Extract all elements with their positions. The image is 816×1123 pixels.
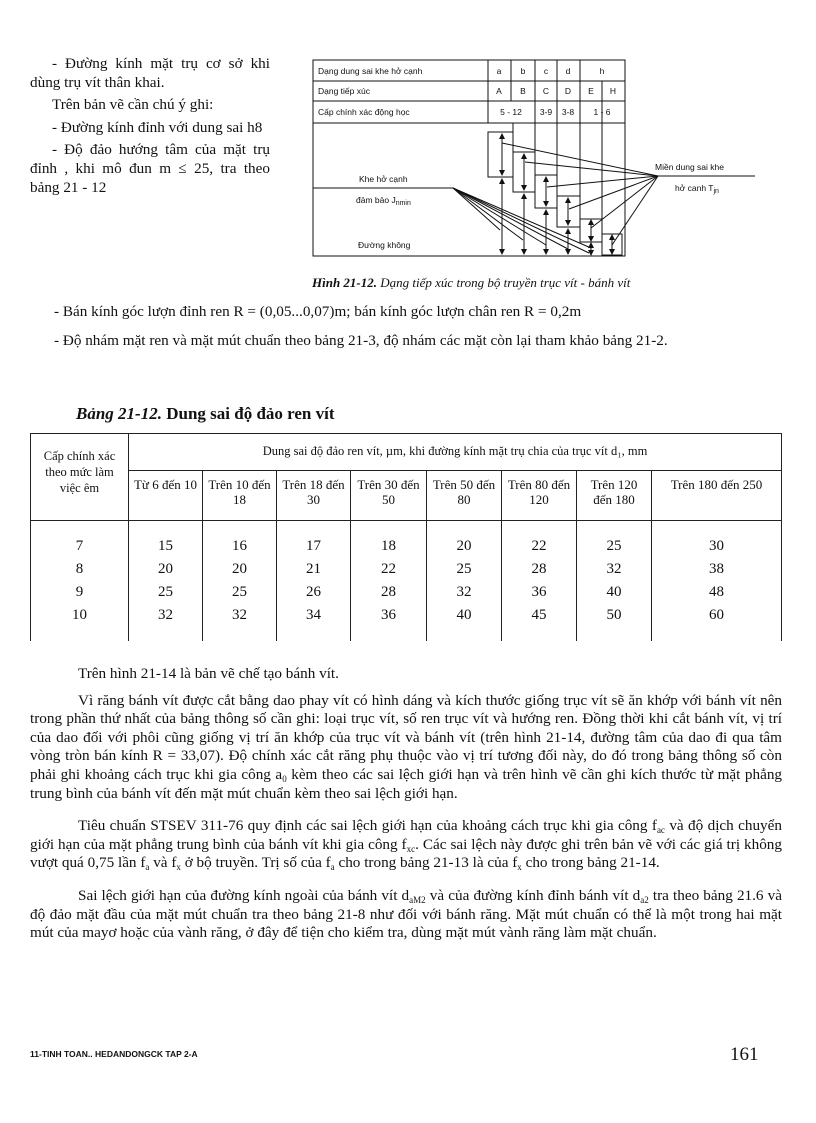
table-cell: 40 [577,581,652,604]
footer-source: 11-TINH TOAN.. HEDANDONGCK TAP 2-A [30,1049,198,1059]
column-header: Trên 120 đến 180 [577,471,652,521]
table-cell: 20 [427,521,502,559]
text-segment: Tiêu chuẩn STSEV 311-76 quy định các sai lệch giới hạn của khoảng cách trục khi gia công f [78,817,657,835]
subscript: a2 [640,894,649,905]
table-cell: 21 [277,558,351,581]
first-column-header: Cấp chính xác theo mức làm việc êm [31,434,129,521]
figure-caption [312,275,630,291]
text-segment: tra theo bảng 21.6 và độ đảo mặt đầu của mặt mút chuẩn tra theo bảng 21-8 như đối với bánh răng. Mặt mút chuẩn có thể là một trong hai mặt mút của mayơ hoặc của vành răng, ở đây để tiện cho kiểm tra, dùng mặt mút vành răng làm mặt chuẩn. [30,886,782,942]
table-cell: 8 [31,558,129,581]
paragraph [30,692,782,804]
table-cell: 32 [577,558,652,581]
cell: A [496,86,502,96]
cell: H [609,86,617,96]
table-row [31,558,782,581]
gap-label: đảm bảo $J_{nmin}$ [356,195,411,207]
table-title [76,404,335,424]
zero-line-label: Đường không [358,240,411,250]
tolerance-label: hở canh $T_{jn}$ [675,183,719,195]
paragraph [30,817,782,873]
table-cell: 7 [31,521,129,559]
table-cell: 10 [31,604,129,641]
row-label: Cấp chính xác động học [318,107,410,117]
runout-tolerance-table [30,433,782,641]
table-cell: 32 [203,604,277,641]
text-segment: Vì răng bánh vít được cắt bằng dao phay vít có hình dáng và kích thước giống trục vít sẽ ăn khớp với bánh vít nên trong phần thứ nhất của bảng thông số cần ghi: loại trục vít, số ren trục vít và hướng ren. Đồng thời khi cắt bánh vít, vị trí của dao đối với phôi cũng giống vị trí ăn khớp của trục vít và bánh vít (trên hình 21-14, đường tâm của dao đi qua tâm vòng tròn bán kính R = 33,07). Độ chính xác cắt răng phụ thuộc vào vị trí tương đối này, do đó trong bảng thông số còn phải ghi khoảng cách trục khi gia công a [30,691,782,783]
table-cell: 25 [129,581,203,604]
left-paragraph: - Độ đảo hướng tâm của mặt trụ đỉnh , khi mô đun m ≤ 25, tra theo bảng 21 - 12 [30,141,270,196]
subscript: aM2 [409,894,426,905]
cell: h [599,66,605,76]
table-cell: 30 [652,521,782,559]
text-segment: và f [149,854,177,872]
cell: b [520,66,526,76]
table-row [31,581,782,604]
table-cell: 60 [652,604,782,641]
table-cell: 25 [427,558,502,581]
table-cell: 15 [129,521,203,559]
column-header: Trên 50 đến 80 [427,471,502,521]
table-cell: 25 [577,521,652,559]
tolerance-label: Miền dung sai khe [655,162,724,172]
gap-label: Khe hở cạnh [359,174,408,184]
table-cell: 20 [203,558,277,581]
cell: d [565,66,571,76]
table-cell: 9 [31,581,129,604]
text-segment: Trên hình 21-14 là bản vẽ chế tạo bánh vít. [78,665,339,682]
subscript: a [330,862,335,873]
contact-type-diagram [0,0,816,300]
table-cell: 38 [652,558,782,581]
table-cell: 34 [277,604,351,641]
table-cell: 18 [351,521,427,559]
table-cell: 17 [277,521,351,559]
text-segment: và độ dịch chuyển giới hạn của mặt phẳng trung bình của bánh vít khi gia công f [30,817,782,853]
text-segment: và của đường kính đỉnh bánh vít d [425,886,641,904]
table-cell: 50 [577,604,652,641]
column-header: Từ 6 đến 10 [129,471,203,521]
text-segment: cho trong bảng 21-13 là của f [334,854,518,872]
text-segment: cho trong bảng 21-14. [521,854,660,872]
paragraph: - Độ nhám mặt ren và mặt mút chuẩn theo bảng 21-3, độ nhám các mặt còn lại tham khảo bảng 21-2. [54,331,668,349]
table-cell: 22 [502,521,577,559]
table-cell: 20 [129,558,203,581]
table-cell: 32 [129,604,203,641]
cell: C [542,86,550,96]
subscript: x [176,862,181,873]
column-header: Trên 30 đến 50 [351,471,427,521]
table-cell: 22 [351,558,427,581]
paragraph [30,887,782,943]
subscript: x [517,862,522,873]
caption-number: Hình 21-12. [312,275,378,290]
cell: E [588,86,594,96]
table-cell: 26 [277,581,351,604]
text-segment: ở bộ truyền. Trị số của f [180,854,331,872]
column-header: Trên 18 đến 30 [277,471,351,521]
table-row [31,604,782,641]
paragraph [30,665,782,684]
table-title-text: Dung sai độ đảo ren vít [166,404,335,423]
table-cell: 36 [502,581,577,604]
subscript: 0 [282,773,287,784]
page-number: 161 [730,1044,759,1065]
cell: a [496,66,502,76]
subscript: xc [406,843,416,854]
table-cell: 16 [203,521,277,559]
column-header: Trên 80 đến 120 [502,471,577,521]
text-segment: Sai lệch giới hạn của đường kính ngoài của bánh vít d [78,886,410,904]
paragraphs-bottom [30,665,782,957]
paragraphs-top [30,303,782,350]
row-label: Dạng tiếp xúc [318,86,370,96]
left-paragraph: Trên bản vẽ cần chú ý ghi: [52,96,214,114]
cell: D [564,86,572,96]
text-segment: kèm theo các sai lệch giới hạn và trên hình vẽ cần ghi kích thước từ mặt phẳng trung bình của bánh vít đến mặt mút chuẩn kèm theo sai lệch giới hạn. [30,765,783,802]
left-paragraph: - Đường kính mặt trụ cơ sở khi dùng trụ vít thân khai. [30,55,270,91]
column-header: Trên 10 đến 18 [203,471,277,521]
subscript: a [145,862,150,873]
cell: B [520,86,526,96]
cell: 5 - 12 [500,107,522,117]
cell: 1 - 6 [593,107,611,117]
row-label: Dạng dung sai khe hở cạnh [318,66,423,76]
table-cell: 28 [502,558,577,581]
group-header: Dung sai độ đảo ren vít, µm, khi đường kính mặt trụ chia của trục vít d₁, mm [129,434,782,471]
subscript: ac [656,825,665,836]
column-header: Trên 180 đến 250 [652,471,782,521]
cell: 3-8 [561,107,575,117]
table-cell: 45 [502,604,577,641]
left-paragraph: - Đường kính đỉnh với dung sai h8 [52,118,263,136]
table-cell: 40 [427,604,502,641]
table-cell: 28 [351,581,427,604]
caption-text: Dạng tiếp xúc trong bộ truyền trục vít - bánh vít [380,275,631,290]
table-cell: 32 [427,581,502,604]
table-cell: 25 [203,581,277,604]
text-segment: . Các sai lệch này được ghi trên bản vẽ với các giá trị không vượt quá 0,75 lần f [30,835,782,872]
table-row [31,521,782,559]
table-cell: 36 [351,604,427,641]
table-cell: 48 [652,581,782,604]
paragraph: - Bán kính góc lượn đỉnh ren R = (0,05...0,07)m; bán kính góc lượn chân ren R = 0,2m [54,303,582,320]
cell: 3-9 [539,107,553,117]
cell: c [543,66,549,76]
table-title-number: Bảng 21-12. [76,404,162,423]
